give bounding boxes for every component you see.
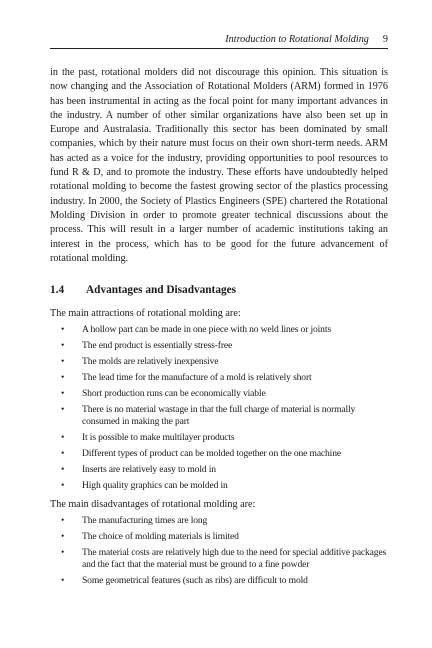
bullet-icon: • [61,403,65,415]
running-header [50,34,388,49]
bullet-icon: • [61,340,65,352]
advantage-item [50,464,388,476]
advantages-intro: The main attractions of rotational molding are: [50,308,241,320]
bullet-icon: • [61,355,65,367]
body-paragraph: in the past, rotational molders did not discourage this opinion. This situation is now changing and the Association of Rotational Molders (ARM) formed in 1976 has been instrumental in acting as the focal point for many important advances in the industry. A number of other similar organizations have also been set up in Europe and Australasia. Traditionally this sector has been dominated by small companies, which by their nature must focus on their own short-term needs. ARM has acted as a voice for the industry, providing opportunities to pool resources to fund R & D, and to promote the industry. These efforts have undoubtedly helped rotational molding to become the fastest growing sector of the plastics processing industry. In 2000, the Society of Plastics Engineers (SPE) chartered the Rotational Molding Division in order to promote greater technical discussions about the process. This will result in a larger number of academic institutions taking an interest in the process, which has to be good for the future advancement of rotational molding. [50,67,388,264]
advantage-item [50,388,388,400]
advantage-item [50,324,388,336]
bullet-icon: • [61,463,65,475]
advantage-item-text: Different types of product can be molded together on the one machine [82,447,341,459]
advantage-item [50,372,388,384]
advantage-item-text: Short production runs can be economically viable [82,387,266,399]
advantage-item [50,404,388,429]
section-number: 1.4 [50,284,65,297]
section-heading [50,284,388,296]
advantage-item [50,480,388,492]
advantage-item-text: Inserts are relatively easy to mold in [82,463,216,475]
running-title: Introduction to Rotational Molding [225,34,369,45]
disadvantage-item [50,515,388,527]
page-number: 9 [382,34,388,45]
advantage-item [50,432,388,444]
advantage-item-text: A hollow part can be made in one piece with no weld lines or joints [82,324,331,336]
advantages-list [50,324,388,492]
bullet-icon: • [61,546,65,558]
advantage-item-text: The molds are relatively inexpensive [82,355,219,367]
advantage-item-text: It is possible to make multilayer products [82,432,235,443]
section-title: Advantages and Disadvantages [86,284,237,297]
disadvantage-item-text: The choice of molding materials is limited [82,531,239,543]
advantage-item-text: The end product is essentially stress-free [82,340,233,352]
bullet-icon: • [61,387,65,399]
advantage-item [50,356,388,368]
bullet-icon: • [61,575,65,587]
disadvantage-item-text: The manufacturing times are long [82,515,208,527]
disadvantage-item-text: The material costs are relatively high due to the need for special additive packages and the fact that the material must be ground to a fine powder [82,546,387,571]
advantage-item-text: There is no material wastage in that the full charge of material is normally consumed in making the part [82,403,356,428]
advantage-item-text: The lead time for the manufacture of a mold is relatively short [82,371,312,383]
advantage-item [50,340,388,352]
bullet-icon: • [61,447,65,459]
disadvantages-list [50,515,388,588]
bullet-icon: • [61,479,65,491]
disadvantage-item [50,531,388,543]
bullet-icon: • [61,432,65,443]
bullet-icon: • [61,371,65,383]
bullet-icon: • [61,531,65,543]
disadvantage-item [50,575,388,587]
bullet-icon: • [61,324,65,336]
page-content [50,66,388,594]
advantage-item-text: High quality graphics can be molded in [82,479,228,491]
advantage-item [50,448,388,460]
bullet-icon: • [61,515,65,527]
disadvantage-item [50,547,388,572]
disadvantage-item-text: Some geometrical features (such as ribs) are difficult to mold [82,575,308,587]
disadvantages-intro: The main disadvantages of rotational molding are: [50,499,256,511]
